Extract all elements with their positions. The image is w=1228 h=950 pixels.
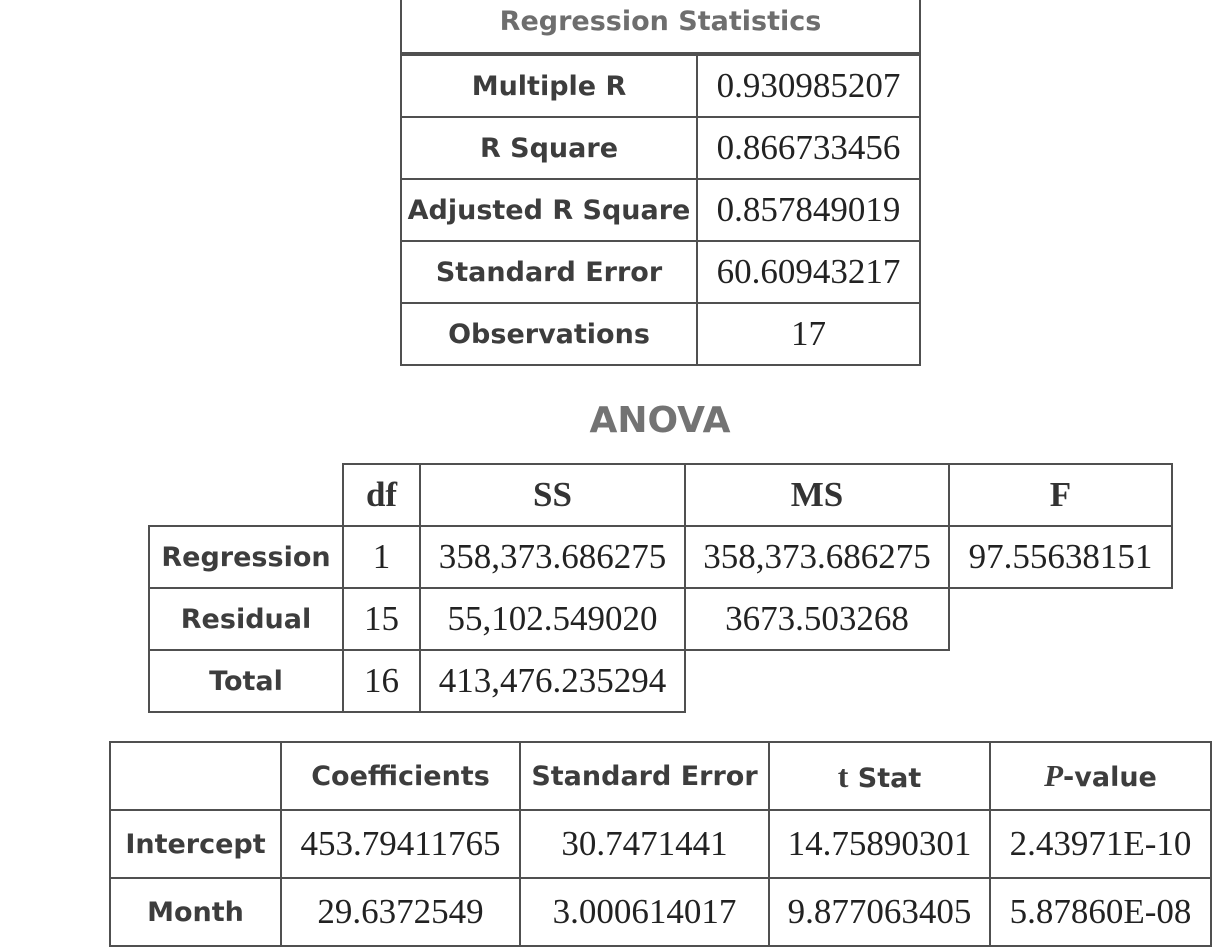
row-label: Regression xyxy=(149,526,343,588)
row-label: Multiple R xyxy=(401,54,697,117)
df-value: 15 xyxy=(343,588,420,650)
standard-error-header: Standard Error xyxy=(520,742,769,810)
p-symbol: P xyxy=(1044,758,1064,793)
table-row xyxy=(401,303,920,365)
table-row xyxy=(401,54,920,117)
coefficients-header: Coefficients xyxy=(281,742,520,810)
table-row xyxy=(110,810,1211,878)
regression-statistics-table xyxy=(400,0,921,366)
row-label: Observations xyxy=(401,303,697,365)
row-label: Intercept xyxy=(110,810,281,878)
p-value: 2.43971E-10 xyxy=(990,810,1211,878)
coefficient-value: 29.6372549 xyxy=(281,878,520,946)
row-value: 0.857849019 xyxy=(697,179,920,241)
table-row xyxy=(149,588,1172,650)
table-row xyxy=(401,179,920,241)
table-row xyxy=(401,117,920,179)
ss-value: 55,102.549020 xyxy=(420,588,685,650)
t-stat-suffix: Stat xyxy=(848,762,922,794)
empty-cell xyxy=(949,650,1172,712)
table-row xyxy=(149,526,1172,588)
empty-cell xyxy=(110,742,281,810)
table-row xyxy=(149,650,1172,712)
t-stat-value: 14.75890301 xyxy=(769,810,990,878)
row-value: 0.930985207 xyxy=(697,54,920,117)
empty-cell xyxy=(949,588,1172,650)
ms-header: MS xyxy=(685,464,949,526)
row-value: 17 xyxy=(697,303,920,365)
row-label: R Square xyxy=(401,117,697,179)
empty-cell xyxy=(685,650,949,712)
row-label: Total xyxy=(149,650,343,712)
row-value: 60.60943217 xyxy=(697,241,920,303)
row-label: Month xyxy=(110,878,281,946)
t-stat-header xyxy=(769,742,990,810)
ss-value: 413,476.235294 xyxy=(420,650,685,712)
row-label: Adjusted R Square xyxy=(401,179,697,241)
ss-header: SS xyxy=(420,464,685,526)
p-value-suffix: -value xyxy=(1063,762,1157,793)
df-value: 16 xyxy=(343,650,420,712)
f-value: 97.55638151 xyxy=(949,526,1172,588)
f-header: F xyxy=(949,464,1172,526)
row-label: Standard Error xyxy=(401,241,697,303)
coefficient-value: 453.79411765 xyxy=(281,810,520,878)
p-value: 5.87860E-08 xyxy=(990,878,1211,946)
anova-title: ANOVA xyxy=(589,400,731,441)
regression-statistics-title: Regression Statistics xyxy=(401,0,920,54)
anova-table xyxy=(148,463,1173,713)
df-header: df xyxy=(343,464,420,526)
coefficients-table xyxy=(109,741,1212,947)
table-row xyxy=(110,878,1211,946)
df-value: 1 xyxy=(343,526,420,588)
row-label: Residual xyxy=(149,588,343,650)
standard-error-value: 3.000614017 xyxy=(520,878,769,946)
empty-cell xyxy=(149,464,343,526)
ms-value: 358,373.686275 xyxy=(685,526,949,588)
t-symbol: t xyxy=(837,757,849,794)
t-stat-value: 9.877063405 xyxy=(769,878,990,946)
standard-error-value: 30.7471441 xyxy=(520,810,769,878)
p-value-header xyxy=(990,742,1211,810)
table-row xyxy=(401,241,920,303)
coefficients-header-row xyxy=(110,742,1211,810)
ss-value: 358,373.686275 xyxy=(420,526,685,588)
anova-header-row xyxy=(149,464,1172,526)
row-value: 0.866733456 xyxy=(697,117,920,179)
ms-value: 3673.503268 xyxy=(685,588,949,650)
